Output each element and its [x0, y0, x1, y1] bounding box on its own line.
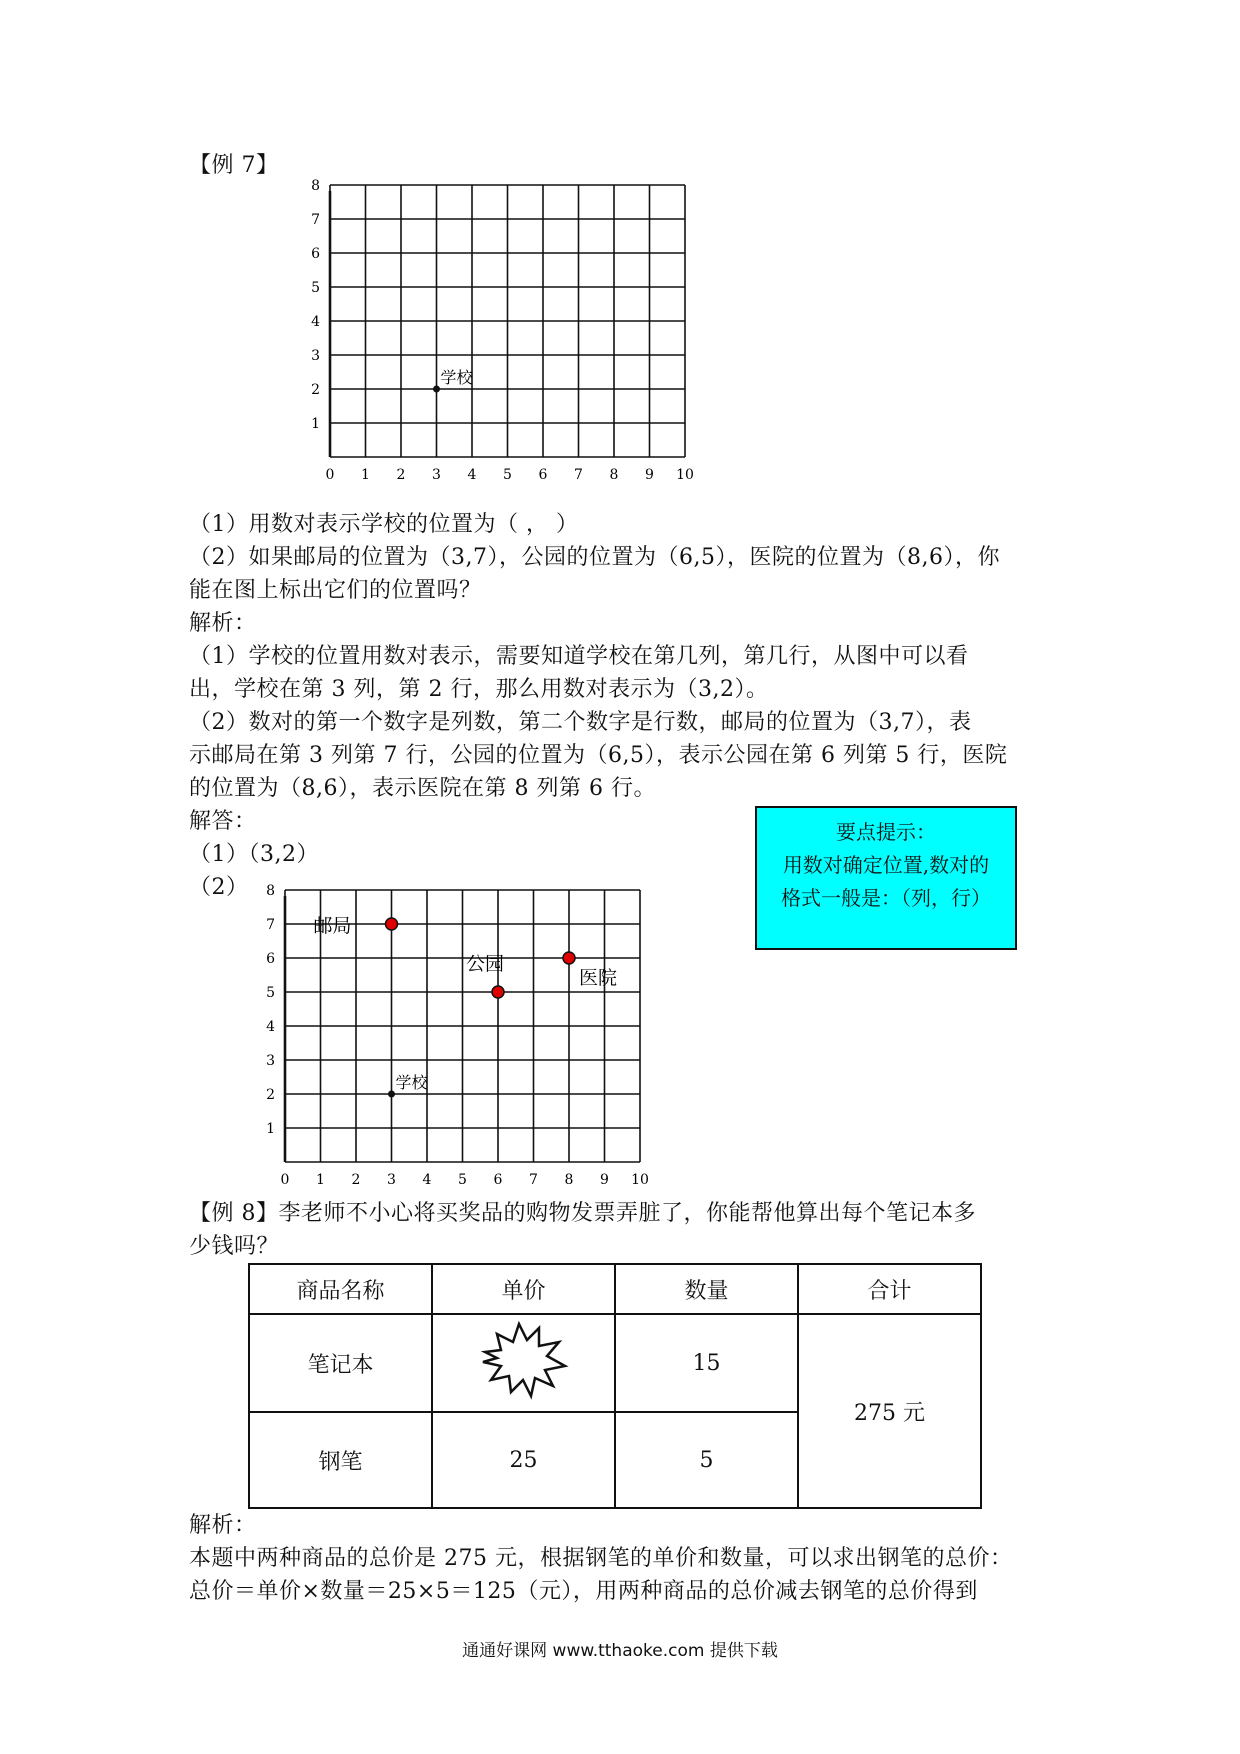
x-tick-label: 4	[467, 467, 477, 483]
example-8-analysis-label: 解析：	[189, 1513, 257, 1538]
cell-name: 钢笔	[249, 1412, 432, 1508]
x-tick-label: 6	[538, 467, 548, 483]
example-8-line-1: 【例 8】李老师不小心将买奖品的购物发票弄脏了，你能帮他算出每个笔记本多	[189, 1201, 976, 1226]
analysis-2-line-1: （2）数对的第一个数字是列数，第二个数字是行数，邮局的位置为（3,7），表	[189, 710, 972, 735]
analysis-2-line-3: 的位置为（8,6），表示医院在第 8 列第 6 行。	[189, 776, 656, 801]
coordinate-grid-bottom	[255, 880, 655, 1190]
x-tick-label: 5	[458, 1172, 467, 1188]
x-tick-label: 10	[631, 1172, 649, 1188]
analysis-2-line-2: 示邮局在第 3 列第 7 行，公园的位置为（6,5），表示公园在第 6 列第 5 行，医院	[189, 743, 1008, 768]
x-tick-label: 0	[280, 1172, 290, 1188]
point-marker	[433, 386, 440, 393]
y-tick-label: 6	[266, 951, 275, 967]
x-tick-label: 7	[529, 1172, 538, 1188]
x-tick-label: 2	[396, 467, 406, 483]
table-row	[249, 1314, 981, 1412]
header-name: 商品名称	[249, 1264, 432, 1314]
analysis-label: 解析：	[189, 611, 257, 636]
x-tick-label: 3	[432, 467, 441, 483]
x-tick-label: 1	[361, 467, 370, 483]
header-total: 合计	[798, 1264, 981, 1314]
y-tick-label: 7	[266, 917, 275, 933]
point-label: 邮局	[313, 915, 352, 937]
point-label: 学校	[395, 1073, 428, 1092]
example-7-heading: 【例 7】	[189, 153, 279, 178]
point-marker	[492, 986, 504, 998]
x-tick-label: 8	[609, 467, 619, 483]
example-8-analysis-line-1: 本题中两种商品的总价是 275 元，根据钢笔的单价和数量，可以求出钢笔的总价：	[189, 1546, 1013, 1571]
x-tick-label: 1	[316, 1172, 325, 1188]
answer-1: （1）（3,2）	[189, 842, 319, 867]
tip-line-1: 用数对确定位置,数对的	[782, 853, 990, 877]
y-tick-label: 2	[311, 382, 320, 398]
y-tick-label: 7	[311, 212, 320, 228]
x-tick-label: 4	[422, 1172, 432, 1188]
point-marker	[388, 1091, 395, 1098]
cell-name: 笔记本	[249, 1314, 432, 1412]
cell-total: 275 元	[798, 1314, 981, 1508]
point-label: 学校	[440, 368, 473, 387]
y-tick-label: 3	[311, 348, 320, 364]
point-label: 医院	[579, 967, 618, 989]
coordinate-grid-top	[300, 175, 700, 485]
question-2-line-1: （2）如果邮局的位置为（3,7），公园的位置为（6,5），医院的位置为（8,6），你	[189, 545, 1000, 570]
x-tick-label: 7	[574, 467, 583, 483]
analysis-1-line-2: 出，学校在第 3 列，第 2 行，那么用数对表示为（3,2）。	[189, 677, 769, 702]
x-tick-label: 9	[600, 1172, 609, 1188]
x-tick-label: 9	[645, 467, 654, 483]
question-1: （1）用数对表示学校的位置为（ ， ）	[189, 512, 579, 537]
key-point-tip-box	[755, 806, 1017, 950]
cell-qty: 5	[615, 1412, 798, 1508]
table-header-row	[249, 1264, 981, 1314]
y-tick-label: 3	[266, 1053, 275, 1069]
point-marker	[563, 952, 575, 964]
answer-label: 解答：	[189, 809, 257, 834]
y-tick-label: 4	[266, 1019, 275, 1035]
example-8-analysis-line-2: 总价＝单价×数量＝25×5＝125（元），用两种商品的总价减去钢笔的总价得到	[189, 1579, 978, 1604]
y-tick-label: 1	[311, 416, 320, 432]
x-tick-label: 10	[676, 467, 694, 483]
tip-line-2: 格式一般是：（列，行）	[781, 886, 991, 910]
cell-price-smudged	[432, 1314, 615, 1412]
example-8-line-2: 少钱吗？	[189, 1234, 280, 1259]
y-tick-label: 6	[311, 246, 320, 262]
y-tick-label: 5	[266, 985, 275, 1001]
x-tick-label: 5	[503, 467, 512, 483]
point-label: 公园	[466, 953, 505, 975]
y-tick-label: 5	[311, 280, 320, 296]
x-tick-label: 2	[351, 1172, 361, 1188]
analysis-1-line-1: （1）学校的位置用数对表示，需要知道学校在第几列，第几行，从图中可以看	[189, 644, 969, 669]
ink-smudge-icon	[479, 1320, 569, 1400]
header-price: 单价	[432, 1264, 615, 1314]
x-tick-label: 8	[564, 1172, 574, 1188]
y-tick-label: 8	[311, 178, 320, 194]
question-2-line-2: 能在图上标出它们的位置吗？	[189, 578, 482, 603]
page-footer: 通通好课网 www.tthaoke.com 提供下载	[462, 1641, 778, 1661]
cell-qty: 15	[615, 1314, 798, 1412]
y-tick-label: 1	[266, 1121, 275, 1137]
y-tick-label: 4	[311, 314, 320, 330]
x-tick-label: 6	[493, 1172, 503, 1188]
tip-title: 要点提示：	[836, 820, 936, 844]
cell-price: 25	[432, 1412, 615, 1508]
x-tick-label: 0	[325, 467, 335, 483]
invoice-table	[248, 1263, 982, 1509]
y-tick-label: 8	[266, 883, 275, 899]
x-tick-label: 3	[387, 1172, 396, 1188]
header-qty: 数量	[615, 1264, 798, 1314]
point-marker	[386, 918, 398, 930]
y-tick-label: 2	[266, 1087, 275, 1103]
answer-2: （2）	[189, 875, 249, 900]
